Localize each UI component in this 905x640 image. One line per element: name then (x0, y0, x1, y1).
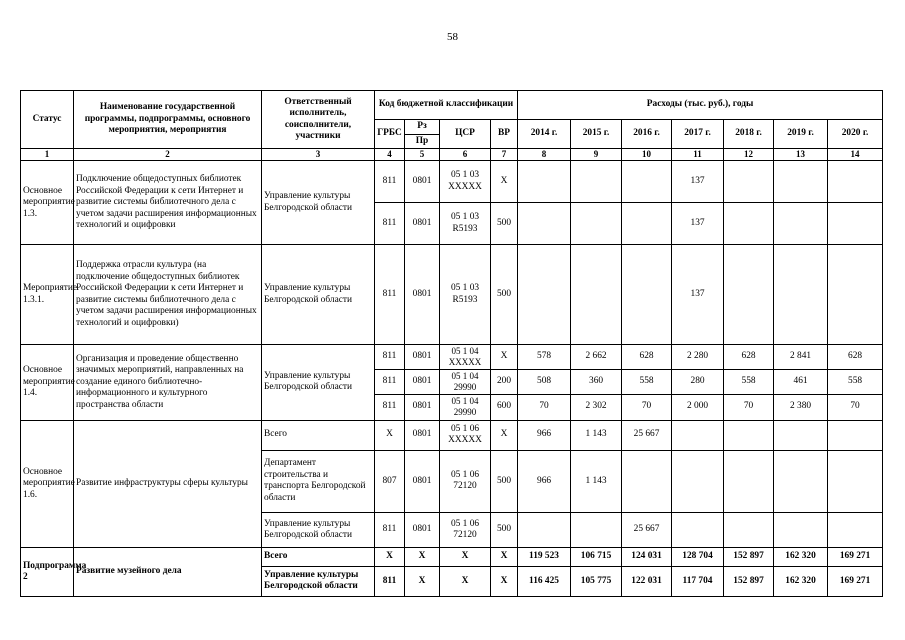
cell-2014 (518, 202, 571, 245)
cell-rzpr: 0801 (405, 202, 440, 245)
row-executor: Департамент строительства и транспорта Белгородской области (262, 450, 375, 512)
row-name: Развитие музейного дела (74, 548, 262, 597)
row-name: Развитие инфраструктуры сферы культуры (74, 420, 262, 548)
cell-2016: 25 667 (622, 420, 672, 450)
cell-rzpr: 0801 (405, 344, 440, 369)
cell-grbs: 811 (375, 394, 405, 420)
cell-2014 (518, 245, 571, 345)
cell-2017: 117 704 (672, 566, 724, 596)
cell-2018 (724, 420, 774, 450)
cell-vr: X (491, 344, 518, 369)
cell-csr: 05 1 04 29990 (440, 369, 491, 394)
cell-2016: 558 (622, 369, 672, 394)
cell-2018 (724, 161, 774, 202)
cell-vr: 600 (491, 394, 518, 420)
header-vr: ВР (491, 120, 518, 149)
cell-2015: 2 302 (571, 394, 622, 420)
header-status: Статус (21, 91, 74, 149)
column-index: 5 (405, 149, 440, 161)
row-name: Поддержка отрасли культура (на подключение общедоступных библиотек Российской Федерации к сети Интернет и развитие системы библиотечного дела с учетом задачи расширения информационных технологий и оцифровки) (74, 245, 262, 345)
table-row (21, 420, 883, 450)
row-executor: Всего (262, 548, 375, 567)
column-index: 10 (622, 149, 672, 161)
cell-2014 (518, 161, 571, 202)
cell-2016: 628 (622, 344, 672, 369)
cell-2017 (672, 512, 724, 547)
header-year-2014: 2014 г. (518, 120, 571, 149)
cell-rzpr: 0801 (405, 161, 440, 202)
cell-2015: 105 775 (571, 566, 622, 596)
row-executor: Управление культуры Белгородской области (262, 161, 375, 245)
cell-2018: 152 897 (724, 548, 774, 567)
header-pr: Пр (405, 134, 440, 149)
cell-2014 (518, 512, 571, 547)
cell-csr: 05 1 06 72120 (440, 512, 491, 547)
column-index: 3 (262, 149, 375, 161)
cell-vr: 500 (491, 202, 518, 245)
cell-2014: 508 (518, 369, 571, 394)
cell-rzpr: X (405, 548, 440, 567)
header-grbs: ГРБС (375, 120, 405, 149)
cell-2019 (774, 450, 828, 512)
cell-2014: 119 523 (518, 548, 571, 567)
cell-2017: 2 000 (672, 394, 724, 420)
row-name: Организация и проведение общественно значимых мероприятий, направленных на создание единого библиотечно-информационного и культурного пространства области (74, 344, 262, 420)
cell-2018: 70 (724, 394, 774, 420)
cell-2016 (622, 245, 672, 345)
cell-vr: X (491, 420, 518, 450)
cell-2017: 2 280 (672, 344, 724, 369)
cell-2019: 162 320 (774, 566, 828, 596)
column-index: 7 (491, 149, 518, 161)
row-status: Основное мероприятие 1.4. (21, 344, 74, 420)
cell-2015 (571, 202, 622, 245)
cell-vr: X (491, 548, 518, 567)
cell-2020 (828, 512, 883, 547)
column-index: 12 (724, 149, 774, 161)
header-rz: Рз (405, 120, 440, 135)
header-year-2015: 2015 г. (571, 120, 622, 149)
cell-2016: 25 667 (622, 512, 672, 547)
cell-grbs: 811 (375, 566, 405, 596)
cell-2017 (672, 420, 724, 450)
cell-2018 (724, 202, 774, 245)
cell-grbs: 811 (375, 245, 405, 345)
cell-2016: 70 (622, 394, 672, 420)
table-row (21, 344, 883, 369)
cell-2018: 152 897 (724, 566, 774, 596)
cell-2015: 1 143 (571, 420, 622, 450)
cell-2016 (622, 202, 672, 245)
cell-2020 (828, 420, 883, 450)
column-index: 6 (440, 149, 491, 161)
cell-2015: 2 662 (571, 344, 622, 369)
cell-csr: 05 1 03 XXXXX (440, 161, 491, 202)
header-budget-code: Код бюджетной классификации (375, 91, 518, 120)
cell-rzpr: 0801 (405, 512, 440, 547)
table-row (21, 548, 883, 567)
budget-table (20, 90, 883, 597)
column-index: 9 (571, 149, 622, 161)
cell-2015: 106 715 (571, 548, 622, 567)
cell-csr: 05 1 04 29990 (440, 394, 491, 420)
cell-2014: 70 (518, 394, 571, 420)
cell-csr: 05 1 04 XXXXX (440, 344, 491, 369)
cell-csr: X (440, 548, 491, 567)
header-year-2016: 2016 г. (622, 120, 672, 149)
row-executor: Управление культуры Белгородской области (262, 512, 375, 547)
cell-rzpr: X (405, 566, 440, 596)
cell-2018: 558 (724, 369, 774, 394)
cell-2017: 137 (672, 202, 724, 245)
header-csr: ЦСР (440, 120, 491, 149)
cell-grbs: 811 (375, 161, 405, 202)
cell-2019 (774, 161, 828, 202)
cell-2020: 70 (828, 394, 883, 420)
cell-2016 (622, 450, 672, 512)
cell-rzpr: 0801 (405, 369, 440, 394)
cell-vr: X (491, 566, 518, 596)
cell-2020 (828, 161, 883, 202)
cell-grbs: 811 (375, 344, 405, 369)
cell-vr: X (491, 161, 518, 202)
header-year-2018: 2018 г. (724, 120, 774, 149)
cell-vr: 200 (491, 369, 518, 394)
table-row (21, 245, 883, 345)
column-index: 13 (774, 149, 828, 161)
row-status: Подпрограмма 2 (21, 548, 74, 597)
column-index: 1 (21, 149, 74, 161)
cell-2018 (724, 450, 774, 512)
cell-vr: 500 (491, 450, 518, 512)
cell-grbs: 811 (375, 512, 405, 547)
cell-2017: 137 (672, 245, 724, 345)
cell-2020 (828, 245, 883, 345)
column-index: 14 (828, 149, 883, 161)
cell-grbs: 811 (375, 369, 405, 394)
row-status: Основное мероприятие 1.6. (21, 420, 74, 548)
cell-csr: 05 1 06 XXXXX (440, 420, 491, 450)
cell-2015: 360 (571, 369, 622, 394)
row-status: Мероприятие 1.3.1. (21, 245, 74, 345)
cell-csr: 05 1 06 72120 (440, 450, 491, 512)
cell-2016 (622, 161, 672, 202)
row-executor: Управление культуры Белгородской области (262, 344, 375, 420)
cell-2019 (774, 202, 828, 245)
cell-vr: 500 (491, 245, 518, 345)
header-year-2020: 2020 г. (828, 120, 883, 149)
cell-2017: 280 (672, 369, 724, 394)
cell-grbs: 811 (375, 202, 405, 245)
table-row (21, 161, 883, 202)
cell-rzpr: 0801 (405, 450, 440, 512)
cell-2020: 169 271 (828, 566, 883, 596)
cell-2020: 628 (828, 344, 883, 369)
header-executor: Ответственный исполнитель, соисполнители, участники (262, 91, 375, 149)
cell-2020 (828, 202, 883, 245)
cell-2014: 578 (518, 344, 571, 369)
cell-2015: 1 143 (571, 450, 622, 512)
cell-2019: 461 (774, 369, 828, 394)
column-index: 8 (518, 149, 571, 161)
cell-csr: 05 1 03 R5193 (440, 202, 491, 245)
column-index-row (21, 149, 883, 161)
header-year-2019: 2019 г. (774, 120, 828, 149)
cell-2017 (672, 450, 724, 512)
cell-2020: 558 (828, 369, 883, 394)
page-number: 58 (447, 31, 458, 43)
header-year-2017: 2017 г. (672, 120, 724, 149)
cell-2018: 628 (724, 344, 774, 369)
column-index: 2 (74, 149, 262, 161)
header-expenses: Расходы (тыс. руб.), годы (518, 91, 883, 120)
cell-2016: 122 031 (622, 566, 672, 596)
cell-2015 (571, 245, 622, 345)
cell-2014: 966 (518, 420, 571, 450)
cell-grbs: X (375, 420, 405, 450)
cell-2018 (724, 512, 774, 547)
column-index: 11 (672, 149, 724, 161)
cell-2015 (571, 161, 622, 202)
cell-2019: 2 841 (774, 344, 828, 369)
cell-2017: 128 704 (672, 548, 724, 567)
cell-2019 (774, 245, 828, 345)
cell-2018 (724, 245, 774, 345)
cell-2020 (828, 450, 883, 512)
cell-vr: 500 (491, 512, 518, 547)
cell-2014: 116 425 (518, 566, 571, 596)
column-index: 4 (375, 149, 405, 161)
cell-rzpr: 0801 (405, 245, 440, 345)
cell-grbs: X (375, 548, 405, 567)
row-name: Подключение общедоступных библиотек Российской Федерации к сети Интернет и развитие системы библиотечного дела с учетом задачи расширения информационных технологий и оцифровки (74, 161, 262, 245)
row-executor: Управление культуры Белгородской области (262, 245, 375, 345)
cell-2014: 966 (518, 450, 571, 512)
cell-2019 (774, 512, 828, 547)
cell-2020: 169 271 (828, 548, 883, 567)
cell-2019 (774, 420, 828, 450)
cell-rzpr: 0801 (405, 420, 440, 450)
cell-grbs: 807 (375, 450, 405, 512)
cell-csr: X (440, 566, 491, 596)
row-status: Основное мероприятие 1.3. (21, 161, 74, 245)
header-name: Наименование государственной программы, подпрограммы, основного мероприятия, мероприятия (74, 91, 262, 149)
cell-2017: 137 (672, 161, 724, 202)
cell-rzpr: 0801 (405, 394, 440, 420)
cell-2016: 124 031 (622, 548, 672, 567)
cell-2015 (571, 512, 622, 547)
row-executor: Всего (262, 420, 375, 450)
row-executor: Управление культуры Белгородской области (262, 566, 375, 596)
cell-2019: 2 380 (774, 394, 828, 420)
cell-csr: 05 1 03 R5193 (440, 245, 491, 345)
cell-2019: 162 320 (774, 548, 828, 567)
